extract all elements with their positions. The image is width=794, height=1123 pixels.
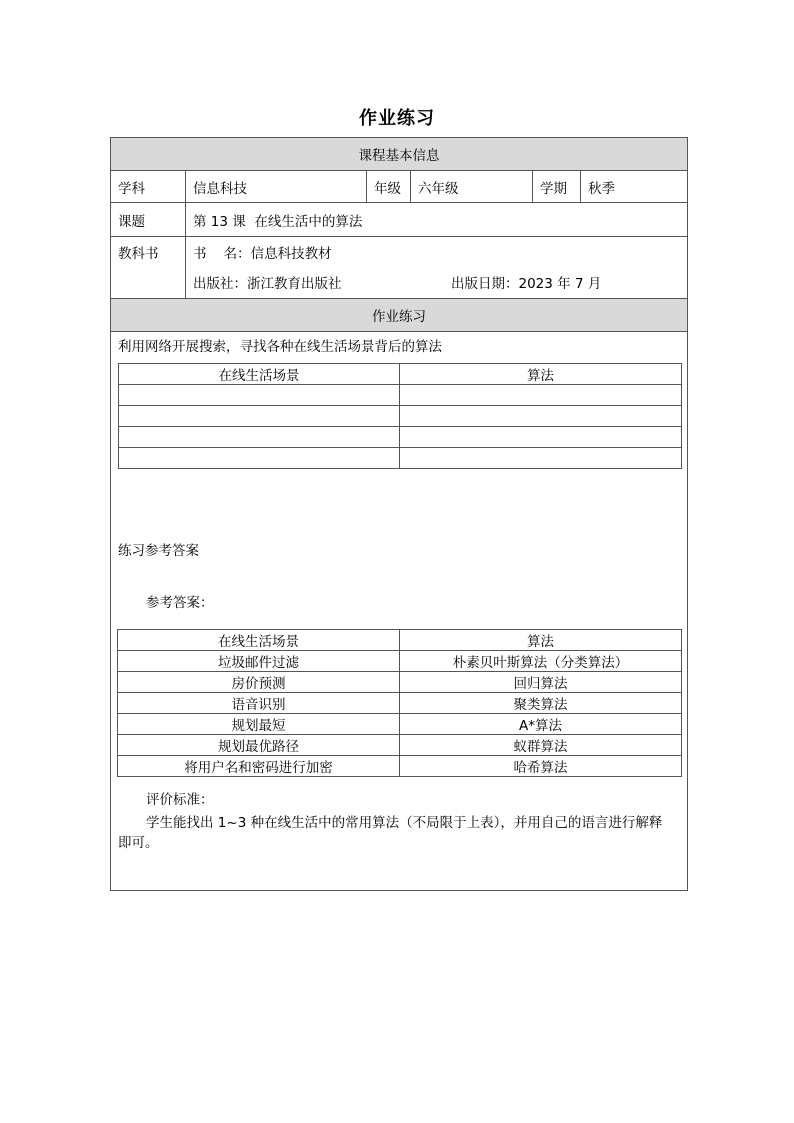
grade-label: 年级 [367,171,411,203]
answer-scene-cell: 规划最优路径 [118,735,400,756]
answer-col-scene: 在线生活场景 [118,630,400,651]
answer-algorithm-cell: 哈希算法 [400,756,682,777]
blank-algorithm-cell [400,385,682,406]
answer-table-row [118,735,682,756]
homework-body [111,332,687,890]
subject-row [111,171,687,203]
answer-algorithm-cell: 蚁群算法 [400,735,682,756]
answer-table-row [118,672,682,693]
blank-col-scene: 在线生活场景 [119,364,400,385]
homework-form [110,137,688,891]
textbook-label [111,237,186,298]
reference-answer-table [117,629,682,777]
answer-table-header [118,630,682,651]
blank-table-header [119,364,682,385]
publisher-line [193,267,680,297]
answer-table-body [118,630,682,777]
answer-intro: 参考答案： [146,595,214,611]
textbook-row [111,237,687,299]
blank-table-row [119,406,682,427]
subject-label: 学科 [111,171,186,203]
homework-header: 作业练习 [111,299,687,331]
blank-algorithm-cell [400,406,682,427]
blank-scene-cell [119,427,400,448]
answer-scene-cell: 房价预测 [118,672,400,693]
blank-answer-table [118,363,682,469]
blank-algorithm-cell [400,448,682,469]
homework-header-row [111,299,687,332]
answer-algorithm-cell: 聚类算法 [400,693,682,714]
term-value: 秋季 [588,181,615,197]
criteria-text [118,813,681,853]
criteria-label: 评价标准： [146,792,214,808]
term-label: 学期 [533,171,581,203]
textbook-details [186,237,687,298]
answer-algorithm-cell: A*算法 [400,714,682,735]
book-name: 书 名：信息科技教材 [193,246,332,262]
blank-table-row [119,448,682,469]
course-info-header-row [111,138,687,171]
answer-scene-cell: 垃圾邮件过滤 [118,651,400,672]
answer-table-row [118,693,682,714]
criteria-text-line-1: 学生能找出 1~3 种在线生活中的常用算法（不局限于上表），并用自己的语言进行解释 [146,815,663,831]
criteria-text-line-2: 即可。 [118,835,159,851]
topic-value: 第 13 课 在线生活中的算法 [193,214,363,230]
blank-table-row [119,385,682,406]
answer-scene-cell: 将用户名和密码进行加密 [118,756,400,777]
subject-value: 信息科技 [186,171,367,203]
answer-heading: 练习参考答案 [118,543,199,559]
blank-table-body [119,364,682,469]
answer-table-row [118,651,682,672]
topic-label: 课题 [111,203,186,237]
homework-body-row [111,332,687,890]
course-info-header: 课程基本信息 [111,138,687,170]
blank-col-algorithm: 算法 [400,364,682,385]
publication-date: 出版日期：2023 年 7 月 [451,276,602,292]
answer-table-row [118,756,682,777]
grade-value: 六年级 [411,171,533,203]
topic-row [111,203,687,237]
blank-scene-cell [119,385,400,406]
task-text: 利用网络开展搜索，寻找各种在线生活场景背后的算法 [118,339,442,355]
answer-scene-cell: 规划最短 [118,714,400,735]
blank-scene-cell [119,448,400,469]
blank-algorithm-cell [400,427,682,448]
blank-scene-cell [119,406,400,427]
answer-table-row [118,714,682,735]
answer-algorithm-cell: 朴素贝叶斯算法（分类算法） [400,651,682,672]
blank-table-row [119,427,682,448]
textbook-label-text: 教科书 [118,246,159,262]
document-title: 作业练习 [359,108,435,129]
answer-col-algorithm: 算法 [400,630,682,651]
publisher: 出版社：浙江教育出版社 [193,276,342,292]
answer-scene-cell: 语音识别 [118,693,400,714]
answer-algorithm-cell: 回归算法 [400,672,682,693]
